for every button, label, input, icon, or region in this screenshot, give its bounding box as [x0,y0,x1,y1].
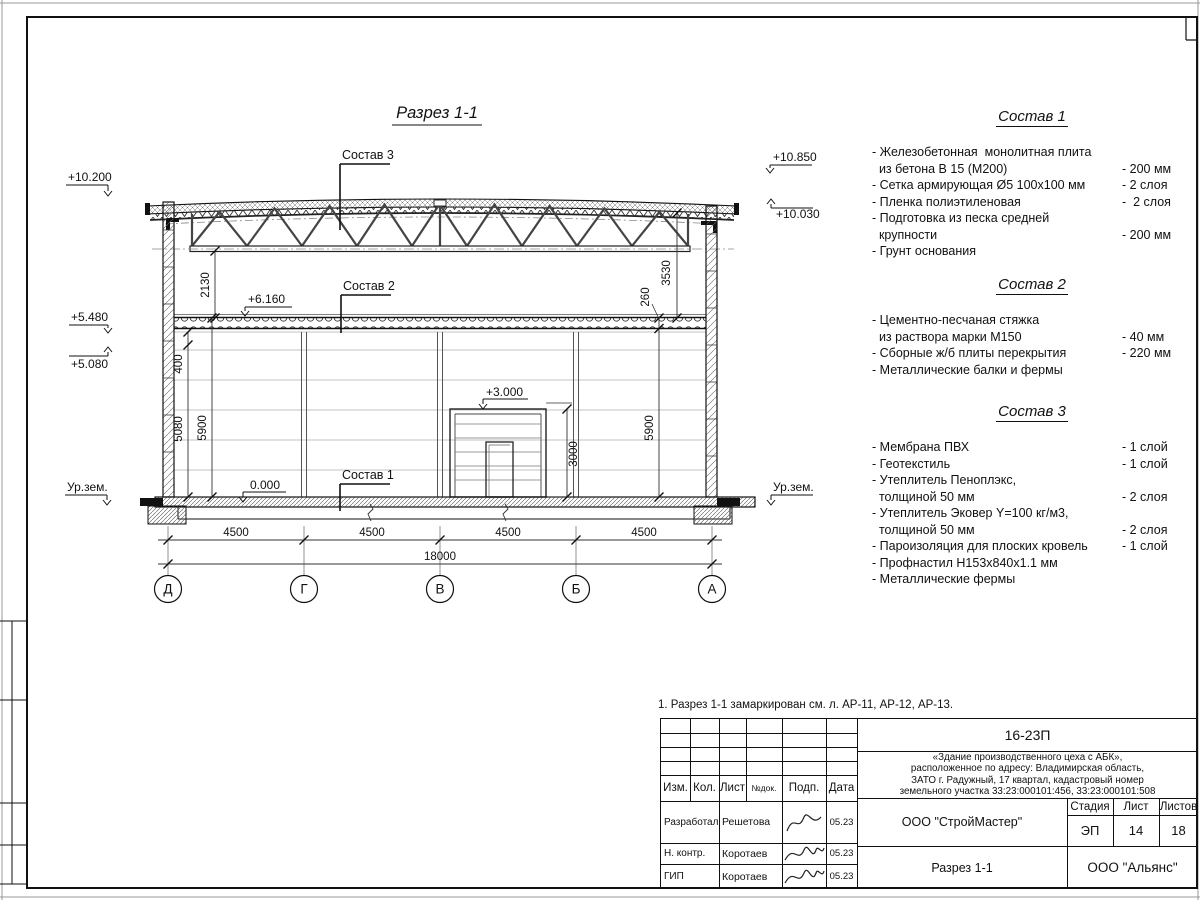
wicket-door [486,442,513,497]
tb-org-right: ООО "Альянс" [1087,860,1178,875]
tb-header-sheets-total: Листов [1159,800,1198,813]
callout-sostav3-label: Состав 3 [342,148,394,162]
spec-item-text: - Профнастил Н153х840х1.1 мм [872,555,1058,570]
spec-item [872,312,1192,345]
tb-org-middle: ООО "СтройМастер" [901,815,1023,829]
spec-item-text: - Железобетонная монолитная плита [872,145,1092,159]
spec-item [872,571,1192,588]
spec-item [872,472,1192,505]
tb-row-date-0: 05.23 [829,816,854,828]
spec-item [872,210,1192,243]
tb-header-sheet: Лист [1123,800,1149,813]
elev-10850: +10.850 [773,150,817,164]
dim-total: 18000 [424,551,456,563]
tb-header-data: Дата [828,782,855,794]
axis-v: В [435,581,445,597]
spec-item-value: - 200 мм [1122,227,1172,242]
tb-sheet-title: Разрез 1-1 [931,860,993,875]
dim-5900-left: 5900 [197,415,209,441]
spec-item-value: - 1 слой [1122,456,1168,471]
gate [450,409,546,497]
axis-g: Г [300,581,308,597]
tb-row-name-1: Коротаев [722,847,768,860]
spec-sostav-1 [872,108,1192,260]
horizontal-dimensions [158,526,722,575]
spec-item-text: из бетона В 15 (М200) [872,161,1008,176]
axis-a: А [707,581,717,597]
spec-item-value: - 40 мм [1122,329,1165,344]
elev-5080: +5.080 [71,357,109,371]
dim-3530: 3530 [661,260,673,286]
tb-object-description [857,751,1198,798]
vertical-dimensions [173,209,682,502]
view-title [392,104,482,125]
floor-assembly [155,497,755,521]
interior-lines [174,332,706,470]
spec-item-value: - 1 слой [1122,440,1168,454]
axis-d: Д [163,581,173,597]
spec-item-text: - Металлические балки и фермы [872,362,1063,377]
spec-item-value: - 2 слоя [1122,522,1168,537]
spec-item-text: - Металлические фермы [872,572,1016,586]
spec-item-text: - Грунт основания [872,244,977,258]
axis-b: Б [571,581,581,597]
spec-title: Состав 2 [998,276,1066,293]
tb-row-role-2: ГИП [664,871,684,882]
spec-item-text: - Геотекстиль [872,456,951,471]
spec-item [872,362,1192,379]
ground-label-right: Ур.зем. [773,480,814,494]
spec-item-text: - Цементно-песчаная стяжка [872,313,1040,327]
signature-0 [784,809,824,839]
tb-object-line: ЗАТО г. Радужный, 17 квартал, кадастровый номер [911,774,1144,786]
tb-sheet-value: 14 [1128,823,1144,838]
dim-5900-right: 5900 [644,415,656,441]
spec-item [872,456,1192,473]
spec-item [872,505,1192,538]
tb-doc-number: 16-23П [1004,727,1051,743]
dim-span-2: 4500 [359,527,385,539]
spec-item-text: - Сетка армирующая Ø5 100х100 мм [872,178,1086,192]
spec-item-text: толщиной 50 мм [872,489,975,504]
dim-260: 260 [640,287,652,307]
floor-slab-6160 [174,315,706,329]
dim-5080: 5080 [173,416,185,442]
tb-header-kol: Кол. [693,782,716,794]
spec-item-value: - 2 слоя [1122,178,1168,192]
tb-header-list: Лист [720,782,745,794]
spec-item [872,243,1192,260]
spec-sostav-2 [872,276,1192,378]
tb-sheets-total-value: 18 [1171,823,1186,838]
elev-10200: +10.200 [68,170,112,184]
dim-span-4: 4500 [631,527,657,539]
title-block [660,718,1197,888]
dim-span-3: 4500 [495,527,521,539]
spec-item [872,144,1192,177]
tb-header-podp: Подп. [788,782,820,794]
ground-label-left: Ур.зем. [67,480,108,494]
spec-item-text: - Мембрана ПВХ [872,440,970,454]
tb-header-ndok: №док. [751,783,777,793]
signature-1 [782,842,826,866]
spec-item-text: - Утеплитель Эковер Y=100 кг/м3, [872,506,1069,520]
spec-item-value: - 200 мм [1122,161,1172,176]
spec-item-value: - 2 слоя [1122,194,1171,209]
spec-item-value: - 1 слой [1122,539,1168,553]
tb-header-stage: Стадия [1070,800,1110,813]
callout-sostav1-label: Состав 1 [342,468,394,482]
tb-stage-value: ЭП [1080,823,1100,838]
dim-3000: 3000 [568,441,580,467]
spec-item-text: - Пленка полиэтиленовая [872,194,1021,209]
spec-item [872,177,1192,194]
tb-header-izm: Изм. [663,782,688,794]
tb-row-role-1: Н. контр. [664,848,706,859]
left-margin-stamp [0,621,27,884]
elev-10030: +10.030 [776,207,820,221]
elev-6160: +6.160 [248,292,286,306]
spec-item-text: - Сборные ж/б плиты перекрытия [872,346,1067,360]
spec-title: Состав 1 [998,108,1066,125]
spec-item [872,345,1192,362]
tb-object-line: расположенное по адресу: Владимирская область, [910,763,1145,775]
dim-span-1: 4500 [223,527,249,539]
tb-object-line: земельного участка 33:23:000101:456, 33:23:000101:508 [899,785,1156,797]
elev-3000: +3.000 [486,385,524,399]
spec-item [872,439,1192,456]
tb-object-line: «Здание производственного цеха с АБК», [932,751,1123,763]
drawing-note: 1. Разрез 1-1 замаркирован см. л. АР-11, АР-12, АР-13. [658,699,954,711]
tb-row-role-0: Разработал [664,816,719,828]
spec-item-text: крупности [872,227,938,242]
callout-sostav2-label: Состав 2 [343,279,395,293]
spec-item-text: толщиной 50 мм [872,522,975,537]
axis-bubbles [155,576,726,603]
spec-item-text: - Пароизоляция для плоских кровель [872,539,1088,553]
spec-item [872,538,1192,555]
tb-row-name-0: Решетова [722,816,771,828]
spec-sostav-3 [872,403,1192,588]
elev-0000: 0.000 [250,478,281,492]
view-title-text: Разрез 1-1 [396,104,478,122]
spec-title: Состав 3 [998,403,1066,420]
spec-item-text: из раствора марки М150 [872,329,1022,344]
spec-item-value: - 2 слоя [1122,489,1168,504]
spec-item-text: - Подготовка из песка средней [872,211,1050,225]
elev-5480: +5.480 [71,310,109,324]
dim-2130: 2130 [200,272,212,298]
tb-row-name-2: Коротаев [722,870,768,883]
spec-item-text: - Утеплитель Пеноплэкс, [872,473,1017,487]
tb-row-date-2: 05.23 [829,871,854,882]
spec-item [872,194,1192,211]
dim-400: 400 [173,354,185,374]
spec-item-value: - 220 мм [1122,346,1172,360]
signature-2 [782,865,826,889]
spec-item [872,555,1192,572]
tb-row-date-1: 05.23 [829,848,854,859]
